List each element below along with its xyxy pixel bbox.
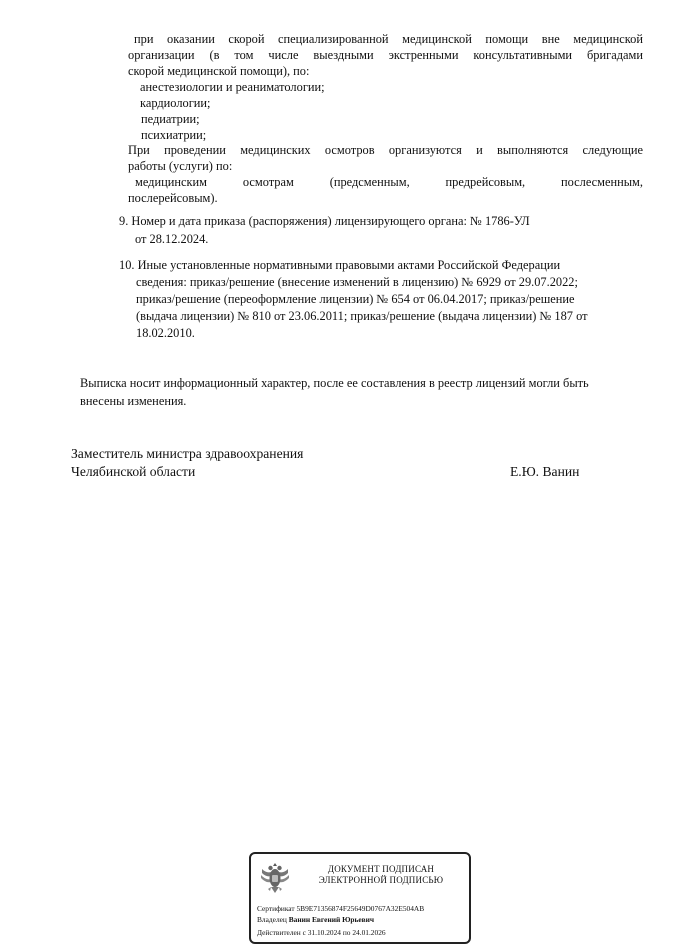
emergency-care-list <box>140 79 325 143</box>
coat-of-arms-icon <box>259 860 291 896</box>
other-info-item <box>119 257 588 341</box>
list-item: кардиологии; <box>140 96 211 110</box>
text-line: при оказании скорой специализированной медицинской помощи вне медицинской <box>134 32 643 46</box>
list-item: анестезиологии и реаниматологии; <box>140 80 325 94</box>
text-line: организации (в том числе выездными экстренными консультативными бригадами <box>128 48 643 62</box>
electronic-signature-stamp <box>249 852 471 944</box>
text-line: медицинским осмотрам (предсменным, предрейсовым, послесменным, <box>135 175 643 189</box>
text-line: 18.02.2010. <box>136 326 195 340</box>
signatory-name: Е.Ю. Ванин <box>510 464 580 479</box>
medical-exams-paragraph <box>128 142 643 174</box>
stamp-certificate <box>257 904 424 913</box>
text-line: послерейсовым). <box>128 191 218 205</box>
medical-exams-item <box>128 174 643 206</box>
text-line: приказ/решение (переоформление лицензии) № 654 от 06.04.2017; приказ/решение <box>136 292 575 306</box>
owner-value: Ванин Евгений Юрьевич <box>288 915 375 924</box>
informational-notice <box>80 375 589 409</box>
owner-label: Владелец <box>257 915 287 924</box>
list-item: педиатрии; <box>141 112 200 126</box>
list-item: психиатрии; <box>141 128 207 142</box>
stamp-title <box>297 864 465 886</box>
text-line: сведения: приказ/решение (внесение изменений в лицензию) № 6929 от 29.07.2022; <box>136 275 578 289</box>
stamp-title-line: ЭЛЕКТРОННОЙ ПОДПИСЬЮ <box>318 875 444 885</box>
text-line: При проведении медицинских осмотров организуются и выполняются следующие <box>128 143 643 157</box>
stamp-title-line: ДОКУМЕНТ ПОДПИСАН <box>327 864 435 874</box>
text-line: внесены изменения. <box>80 394 187 408</box>
text-line: 10. Иные установленные нормативными правовыми актами Российской Федерации <box>119 258 561 272</box>
signatory-region: Челябинской области <box>71 464 196 479</box>
signatory-position: Заместитель министра здравоохранения <box>71 446 304 461</box>
text-line: скорой медицинской помощи), по: <box>128 64 310 78</box>
text-line: 9. Номер и дата приказа (распоряжения) лицензирующего органа: № 1786-УЛ <box>119 214 530 228</box>
certificate-label: Сертификат <box>257 904 295 913</box>
text-line: Выписка носит информационный характер, после ее составления в реестр лицензий могли быть <box>80 376 589 390</box>
text-line: работы (услуги) по: <box>128 159 233 173</box>
stamp-owner <box>257 915 374 924</box>
license-order-item <box>119 213 530 247</box>
text-line: от 28.12.2024. <box>135 232 209 246</box>
emergency-care-paragraph <box>128 31 643 79</box>
certificate-value: 5B9E71356874F25649D0767A32E504AB <box>296 904 425 913</box>
stamp-validity: Действителен с 31.10.2024 по 24.01.2026 <box>257 928 386 937</box>
text-line: (выдача лицензии) № 810 от 23.06.2011; приказ/решение (выдача лицензии) № 187 от <box>136 309 588 323</box>
